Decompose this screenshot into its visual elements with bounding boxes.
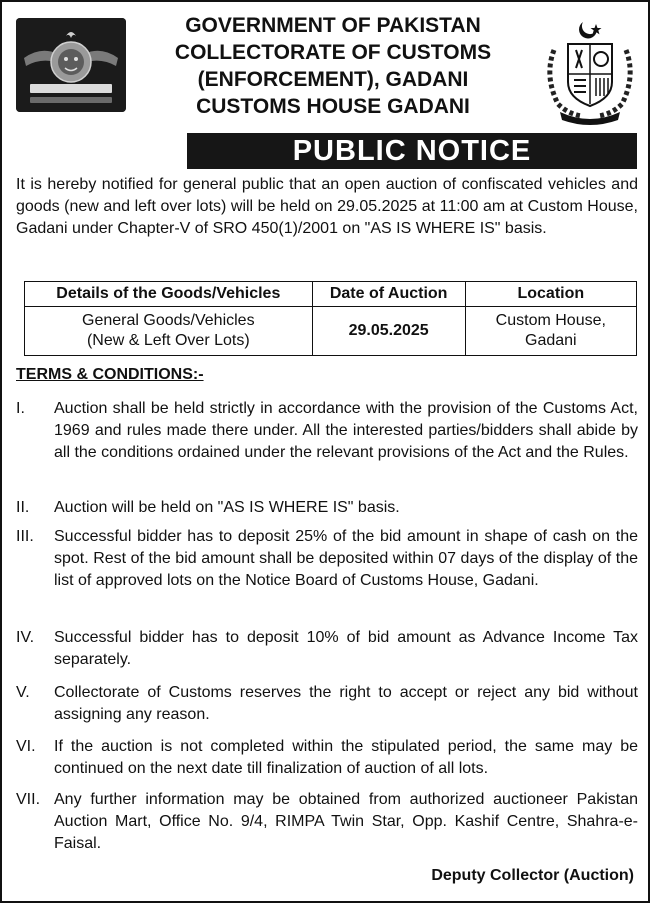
- goods-details-line-2: (New & Left Over Lots): [86, 332, 250, 349]
- term-text: Any further information may be obtained from authorized auctioneer Pakistan Auction Mart, Office No. 9/4, RIMPA Twin Star, Opp. Kashif Centre, Shahra-e-Faisal.: [54, 791, 638, 852]
- term-text: Successful bidder has to deposit 10% of bid amount as Advance Income Tax separately.: [54, 629, 638, 668]
- signature-deputy-collector: Deputy Collector (Auction): [431, 867, 634, 884]
- auction-details-table: [24, 281, 637, 356]
- term-number: I.: [16, 400, 25, 417]
- lion-crest-icon: [16, 18, 126, 112]
- notice-header: [2, 2, 650, 134]
- column-header-details: Details of the Goods/Vehicles: [25, 282, 313, 307]
- state-emblem-of-pakistan: [542, 16, 638, 128]
- state-emblem-icon: [542, 16, 638, 128]
- goods-details-cell: [25, 307, 313, 356]
- title-line-1: GOVERNMENT OF PAKISTAN: [185, 14, 481, 37]
- column-header-date: Date of Auction: [312, 282, 465, 307]
- term-number: VII.: [16, 791, 41, 808]
- location-cell: [465, 307, 636, 356]
- notice-header-title: [128, 12, 538, 120]
- title-line-3: (ENFORCEMENT), GADANI: [197, 68, 469, 91]
- title-line-2: COLLECTORATE OF CUSTOMS: [174, 41, 492, 64]
- table-header-row: [25, 282, 637, 307]
- term-number: V.: [16, 684, 30, 701]
- term-text: Auction will be held on "AS IS WHERE IS" basis.: [54, 499, 400, 516]
- term-number: III.: [16, 528, 34, 545]
- title-line-4: CUSTOMS HOUSE GADANI: [196, 95, 470, 118]
- auction-date-cell: 29.05.2025: [312, 307, 465, 356]
- notice-intro: It is hereby notified for general public that an open auction of confiscated vehicles and goods (new and left over lots) will be held on 29.05.2025 at 11:00 am at Custom House, Gadani under Chapter-V of SRO 450(1)/2001 on "AS IS WHERE IS" basis.: [16, 176, 638, 237]
- term-text: If the auction is not completed within the stipulated period, the same may be continued on the next date till finalization of auction of all lots.: [54, 738, 638, 777]
- term-number: IV.: [16, 629, 35, 646]
- location-line-2: Gadani: [525, 332, 577, 349]
- location-line-1: Custom House,: [495, 312, 606, 329]
- goods-details-line-1: General Goods/Vehicles: [82, 312, 255, 329]
- term-number: II.: [16, 499, 30, 516]
- pakistan-customs-logo: [16, 18, 126, 112]
- term-text: Auction shall be held strictly in accordance with the provision of the Customs Act, 1969 and rules made there under. All the interested parties/bidders shall abide by all the conditions ordained under the relevant provisions of the Act and the Rules.: [54, 400, 638, 461]
- table-row: [25, 307, 637, 356]
- public-notice-banner: PUBLIC NOTICE: [187, 133, 637, 169]
- term-text: Successful bidder has to deposit 25% of the bid amount in shape of cash on the spot. Rest of the bid amount shall be deposited within 07 days of the display of the list of approved lots on the Notice Board of Customs House, Gadani.: [54, 528, 638, 589]
- terms-heading: TERMS & CONDITIONS:-: [16, 366, 204, 383]
- column-header-location: Location: [465, 282, 636, 307]
- term-text: Collectorate of Customs reserves the right to accept or reject any bid without assigning any reason.: [54, 684, 638, 723]
- term-number: VI.: [16, 738, 36, 755]
